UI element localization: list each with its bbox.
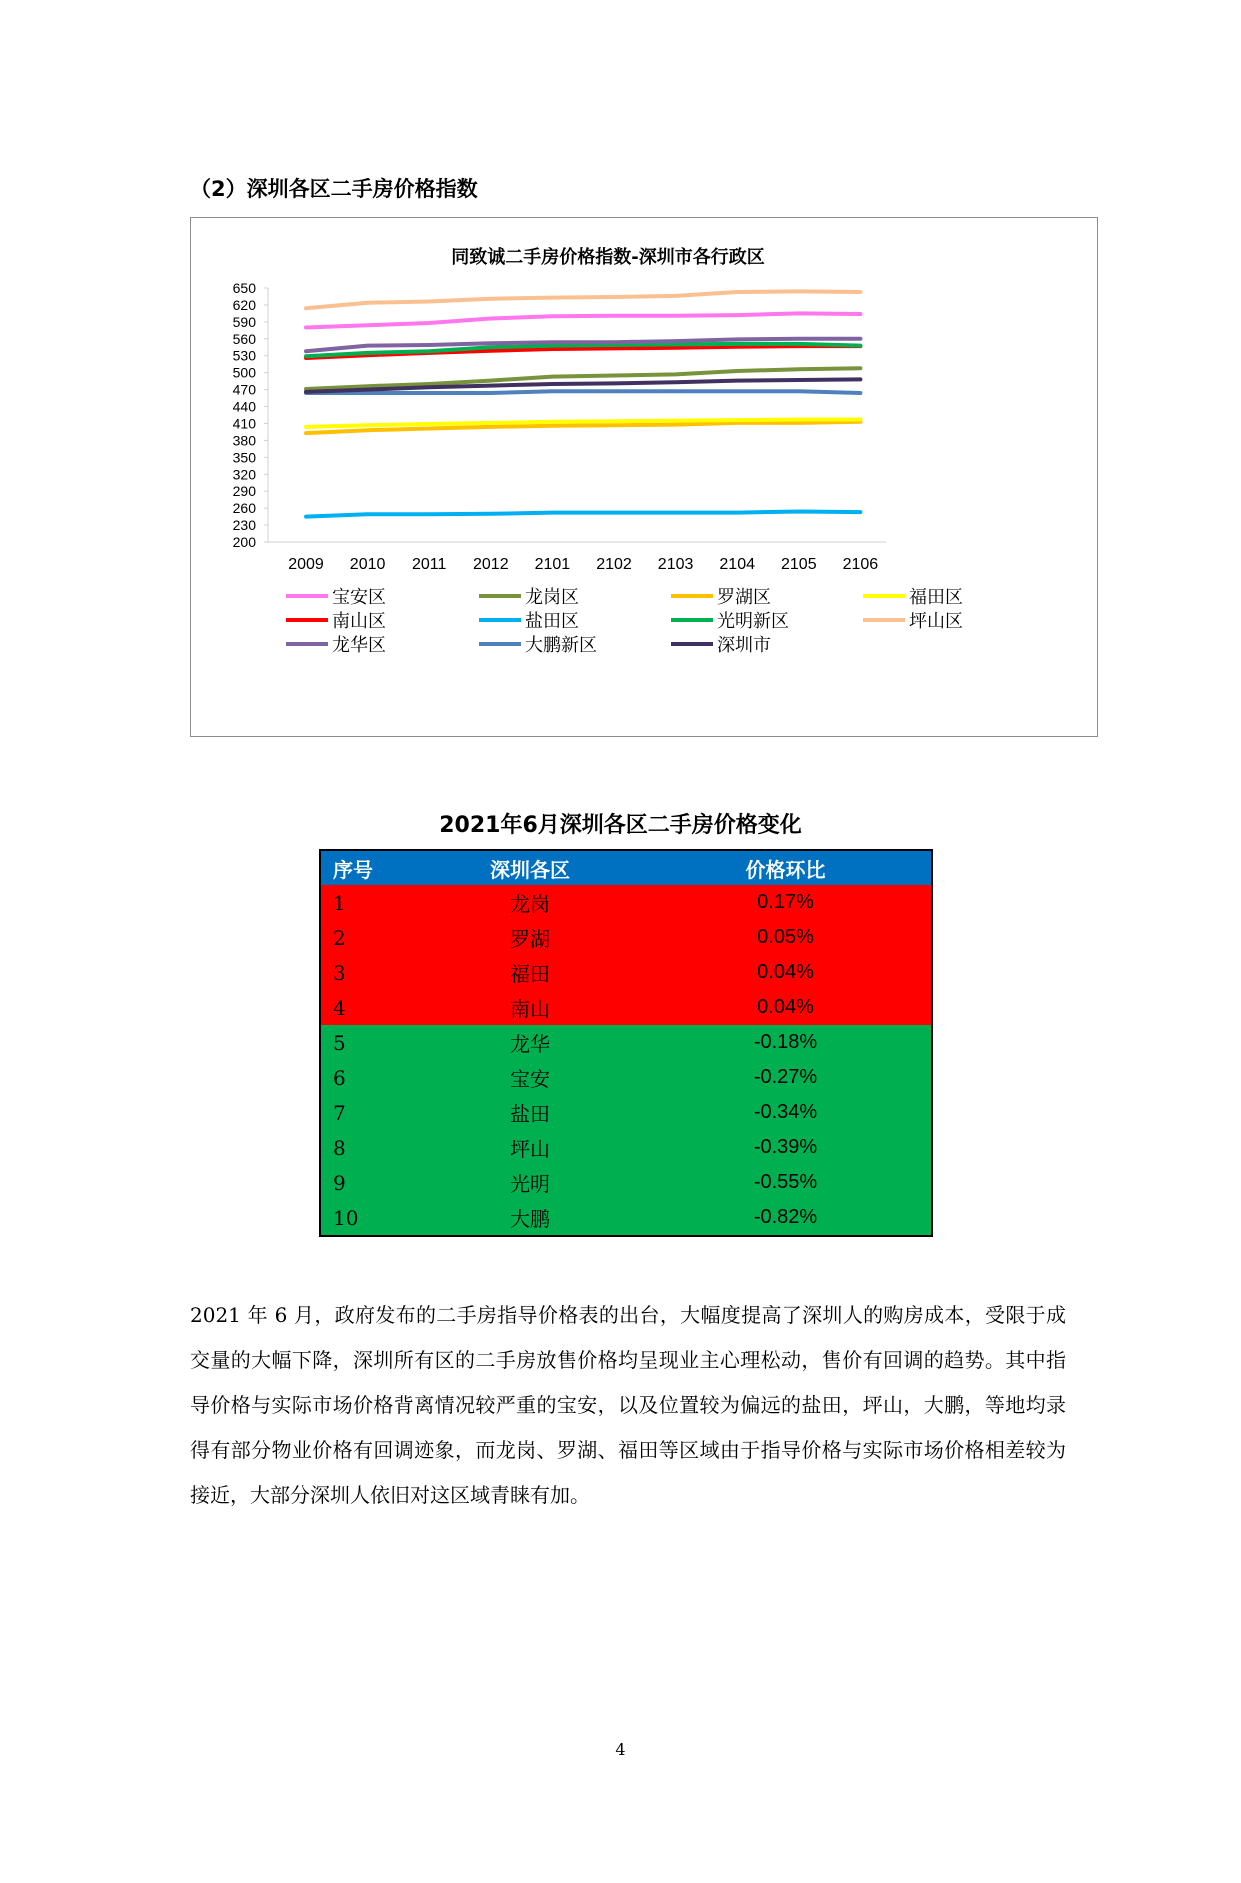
section-heading: （2）深圳各区二手房价格指数 [190,177,478,201]
legend-label: 光明新区 [717,611,789,632]
x-tick-label: 2102 [596,556,632,573]
row-number: 2 [320,920,420,955]
row-change: 0.04% [640,990,932,1025]
x-tick-label: 2012 [473,556,509,573]
legend-item [479,611,579,632]
header-change: 价格环比 [640,850,932,885]
row-change: -0.39% [640,1130,932,1165]
y-tick-label: 560 [232,330,256,347]
row-change: -0.82% [640,1200,932,1236]
legend-item [286,610,386,632]
legend-item [479,635,597,656]
y-tick-label: 650 [232,280,256,296]
y-tick-label: 230 [232,517,256,534]
price-change-table [319,849,933,1237]
legend-item [863,611,963,632]
row-district: 福田 [420,955,640,990]
row-number: 5 [320,1025,420,1060]
y-tick-label: 200 [232,534,256,550]
legend-label: 罗湖区 [717,587,771,608]
row-change: -0.18% [640,1025,932,1060]
table-row [320,1025,932,1060]
y-tick-label: 530 [232,347,256,364]
chart-title: 同致诚二手房价格指数-深圳市各行政区 [451,247,765,268]
legend-item [671,611,789,632]
row-number: 7 [320,1095,420,1130]
row-district: 盐田 [420,1095,640,1130]
series-line-6 [306,512,860,517]
header-no: 序号 [320,850,420,885]
legend-label: 龙岗区 [525,587,579,608]
analysis-paragraph: 2021 年 6 月，政府发布的二手房指导价格表的出台，大幅度提高了深圳人的购房成本，受限于成交量的大幅下降，深圳所有区的二手房放售价格均呈现业主心理松动，售价有回调的趋势。其中指导价格与实际市场价格背离情况较严重的宝安，以及位置较为偏远的盐田，坪山，大鹏，等地均录得有部分物业价格有回调迹象，而龙岗、罗湖、福田等区域由于指导价格与实际市场价格相差较为接近，大部分深圳人依旧对这区域青睐有加。 [190,1303,1066,1507]
x-tick-label: 2101 [534,556,571,573]
row-number: 10 [320,1200,420,1236]
table-row [320,1200,932,1236]
table-row [320,990,932,1025]
row-number: 1 [320,885,420,920]
series-line-8 [306,291,860,308]
row-change: -0.34% [640,1095,932,1130]
series-line-10 [306,391,860,393]
x-tick-label: 2103 [657,556,694,573]
row-district: 南山 [420,990,640,1025]
x-tick-label: 2011 [411,556,447,573]
legend-label: 坪山区 [909,611,963,632]
row-number: 9 [320,1165,420,1200]
x-tick-label: 2009 [288,556,324,573]
row-district: 罗湖 [420,920,640,955]
row-district: 宝安 [420,1060,640,1095]
y-tick-label: 590 [232,313,256,330]
y-tick-label: 290 [232,483,256,500]
row-change: -0.27% [640,1060,932,1095]
y-tick-label: 350 [232,449,256,466]
legend-item [286,587,386,608]
table-row [320,885,932,920]
row-number: 4 [320,990,420,1025]
row-number: 6 [320,1060,420,1095]
legend-item [286,635,386,656]
chart-svg [191,218,1096,735]
table-row [320,1060,932,1095]
row-district: 龙岗 [420,885,640,920]
table-row [320,1095,932,1130]
y-tick-label: 440 [232,398,256,415]
legend-label: 龙华区 [332,635,386,656]
table-row [320,955,932,990]
x-tick-label: 2010 [349,556,386,573]
table-title: 2021年6月深圳各区二手房价格变化 [439,813,802,838]
x-tick-label: 2104 [719,556,755,573]
legend-item [671,635,771,656]
legend-label: 南山区 [332,611,386,632]
legend-item [479,587,579,608]
legend-label: 宝安区 [332,587,386,608]
x-tick-label: 2106 [842,556,879,573]
y-tick-label: 620 [232,296,256,313]
y-tick-label: 410 [232,415,256,432]
row-change: -0.55% [640,1165,932,1200]
y-tick-label: 470 [232,381,256,398]
legend-item [863,587,963,608]
row-district: 大鹏 [420,1200,640,1236]
legend-label: 盐田区 [525,611,579,632]
legend-label: 福田区 [909,587,963,608]
legend-label: 深圳市 [717,635,771,656]
row-district: 光明 [420,1165,640,1200]
row-change: 0.04% [640,955,932,990]
row-district: 龙华 [420,1025,640,1060]
y-tick-label: 260 [232,500,256,517]
table-row [320,1165,932,1200]
row-change: 0.17% [640,885,932,920]
table-row [320,1130,932,1165]
page-number: 4 [615,1740,626,1759]
y-tick-label: 500 [232,364,256,381]
y-tick-label: 380 [232,432,256,449]
row-number: 3 [320,955,420,990]
row-number: 8 [320,1130,420,1165]
legend-label: 大鹏新区 [525,635,597,656]
table-row [320,920,932,955]
y-tick-label: 320 [232,466,256,483]
price-index-chart [190,217,1098,737]
header-district: 深圳各区 [420,850,640,885]
series-line-1 [306,313,860,327]
x-tick-label: 2105 [781,556,817,573]
row-district: 坪山 [420,1130,640,1165]
row-change: 0.05% [640,920,932,955]
legend-item [671,587,771,608]
table-header-row [320,850,932,885]
